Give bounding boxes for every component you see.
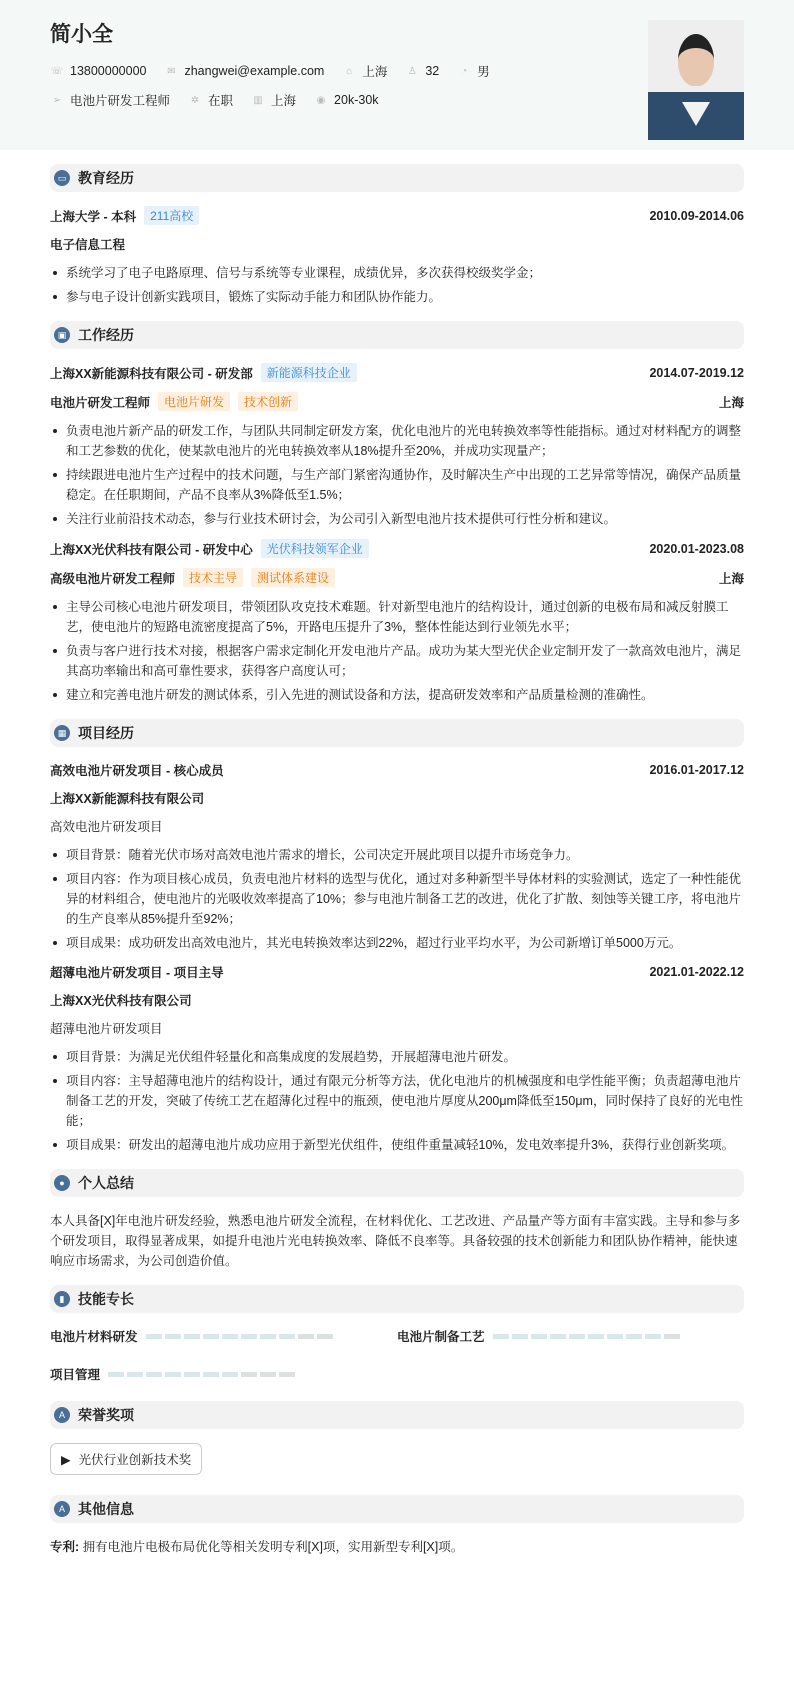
award-icon: A [54, 1407, 70, 1423]
section-title: 荣誉奖项 [78, 1407, 134, 1423]
skill-segment [260, 1334, 276, 1339]
salary-icon: ◉ [316, 94, 326, 106]
work-bullets [50, 421, 744, 529]
role-tag: 技术创新 [238, 392, 298, 411]
info-icon: A [54, 1501, 70, 1517]
section-title: 工作经历 [78, 327, 134, 343]
role-tag: 电池片研发 [158, 392, 230, 411]
work-company-group [50, 363, 357, 382]
skill-segment [203, 1334, 219, 1339]
skill-segment [279, 1372, 295, 1377]
section-other [50, 1495, 744, 1523]
role-tag: 技术主导 [183, 568, 243, 587]
project-desc: 超薄电池片研发项目 [50, 1022, 163, 1036]
building-icon: ▥ [253, 94, 263, 106]
play-icon: ▶ [61, 1452, 71, 1467]
project-header [50, 761, 744, 779]
school: 上海大学 - 本科 [50, 209, 137, 224]
section-title: 个人总结 [78, 1175, 134, 1191]
grid-icon: ▦ [54, 725, 70, 741]
skill-segment [645, 1334, 661, 1339]
profile-photo [648, 20, 744, 140]
skill-segment [241, 1372, 257, 1377]
section-skills [50, 1285, 744, 1313]
work-header [50, 539, 744, 558]
skill-item [50, 1327, 397, 1345]
work-city: 上海 [718, 395, 744, 410]
project-header [50, 963, 744, 981]
user-icon: ● [54, 1175, 70, 1191]
work-city: 上海 [718, 571, 744, 586]
patent-text: 拥有电池片电极布局优化等相关发明专利[X]项，实用新型专利[X]项。 [82, 1540, 464, 1554]
cake-icon: ♙ [407, 65, 417, 77]
phone-icon: ☏ [50, 65, 64, 77]
work-date: 2020.01-2023.08 [649, 541, 744, 556]
work-date: 2014.07-2019.12 [649, 365, 744, 380]
skill-segment [222, 1334, 238, 1339]
skill-level-bar [108, 1372, 295, 1377]
list-item: 项目成果：研发出的超薄电池片成功应用于新型光伏组件，使组件重量减轻10%，发电效率提升3%，获得行业创新奖项。 [50, 1135, 744, 1155]
section-summary [50, 1169, 744, 1197]
major: 电子信息工程 [50, 238, 126, 252]
section-title: 项目经历 [78, 725, 134, 741]
gender-icon: ◔ [461, 65, 468, 77]
briefcase-icon: ▣ [54, 327, 70, 343]
status: 在职 [208, 94, 234, 108]
list-item: 项目内容：作为项目核心成员，负责电池片材料的选型与优化，通过对多种新型半导体材料的实验测试，选定了一种性能优异的材料组合，使电池片的光吸收效率提高了10%；参与电池片制备工艺的改进，优化了扩散、刻蚀等关键工序，将电池片的生产良率从85%提升至92%； [50, 869, 744, 929]
gender: 男 [477, 65, 490, 79]
section-title: 其他信息 [78, 1501, 134, 1517]
skill-segment [569, 1334, 585, 1339]
list-item: 参与电子设计创新实践项目，锻炼了实际动手能力和团队协作能力。 [50, 287, 744, 307]
skill-segment [588, 1334, 604, 1339]
home-icon: ⌂ [346, 65, 353, 77]
list-item: 项目背景：为满足光伏组件轻量化和高集成度的发展趋势，开展超薄电池片研发。 [50, 1047, 744, 1067]
skill-item [50, 1365, 397, 1383]
skill-segment [317, 1334, 333, 1339]
work-role-row [50, 392, 744, 411]
list-item: 建立和完善电池片研发的测试体系，引入先进的测试设备和方法，提高研发效率和产品质量检测的准确性。 [50, 685, 744, 705]
mail-icon: ✉ [167, 65, 176, 77]
project-company-row [50, 789, 744, 807]
skill-segment [241, 1334, 257, 1339]
school-tag: 211高校 [144, 206, 199, 225]
phone: 13800000000 [70, 64, 147, 78]
company-tag: 新能源科技企业 [261, 363, 357, 382]
list-item: 关注行业前沿技术动态，参与行业技术研讨会，为公司引入新型电池片技术提供可行性分析和建议。 [50, 509, 744, 529]
skill-segment [146, 1372, 162, 1377]
skill-name: 电池片材料研发 [50, 1330, 138, 1344]
project-date: 2021.01-2022.12 [649, 965, 744, 979]
candidate-name: 简小全 [50, 23, 113, 46]
company-tag: 光伏科技领军企业 [261, 539, 369, 558]
role-tag: 测试体系建设 [251, 568, 335, 587]
section-work [50, 321, 744, 349]
skill-segment [298, 1334, 314, 1339]
skill-segment [108, 1372, 124, 1377]
send-icon: ➢ [52, 94, 62, 106]
edu-date: 2010.09-2014.06 [649, 208, 744, 223]
chart-icon: ▮ [54, 1291, 70, 1307]
location: 上海 [362, 65, 388, 79]
skill-level-bar [493, 1334, 680, 1339]
skill-item [397, 1327, 744, 1345]
list-item: 负责电池片新产品的研发工作，与团队共同制定研发方案，优化电池片的光电转换效率等性能指标。通过对材料配方的调整和工艺参数的优化，使某款电池片的光电转换效率从18%提升至20%，并成功实现量产； [50, 421, 744, 461]
skill-name: 项目管理 [50, 1368, 101, 1382]
work-header [50, 363, 744, 382]
project-name: 高效电池片研发项目 - 核心成员 [50, 764, 224, 778]
work-company-group [50, 539, 369, 558]
skill-segment [279, 1334, 295, 1339]
project-company: 上海XX新能源科技有限公司 [50, 792, 205, 806]
skill-segment [146, 1334, 162, 1339]
project-bullets [50, 1047, 744, 1155]
status-icon: ✲ [190, 94, 200, 106]
project-bullets [50, 845, 744, 953]
award-label: 光伏行业创新技术奖 [78, 1453, 192, 1467]
award-item[interactable] [50, 1443, 202, 1475]
role: 电池片研发工程师 [50, 395, 151, 410]
skill-segment [607, 1334, 623, 1339]
list-item: 负责与客户进行技术对接，根据客户需求定制化开发电池片产品。成功为某大型光伏企业定制开发了一款高效电池片，满足其高功率输出和高可靠性要求，获得客户高度认可； [50, 641, 744, 681]
section-projects [50, 719, 744, 747]
section-awards [50, 1401, 744, 1429]
salary: 20k-30k [334, 93, 379, 107]
skill-segment [127, 1372, 143, 1377]
skill-segment [493, 1334, 509, 1339]
skill-segment [165, 1334, 181, 1339]
project-desc: 高效电池片研发项目 [50, 820, 163, 834]
company: 上海XX新能源科技有限公司 - 研发部 [50, 366, 253, 381]
project-date: 2016.01-2017.12 [649, 763, 744, 777]
skill-segment [550, 1334, 566, 1339]
skill-segment [184, 1334, 200, 1339]
role: 高级电池片研发工程师 [50, 571, 176, 586]
email: zhangwei@example.com [184, 64, 325, 78]
skill-name: 电池片制备工艺 [397, 1330, 485, 1344]
skill-segment [203, 1372, 219, 1377]
summary-text: 本人具备[X]年电池片研发经验，熟悉电池片研发全流程，在材料优化、工艺改进、产品量产等方面有丰富实践。主导和参与多个研发项目，取得显著成果，如提升电池片光电转换效率、降低不良率等。具备较强的技术创新能力和团队协作精神，能快速响应市场需求，为公司创造价值。 [50, 1214, 741, 1268]
skill-segment [531, 1334, 547, 1339]
work-role-row [50, 568, 744, 587]
skill-segment [165, 1372, 181, 1377]
age: 32 [425, 64, 440, 78]
list-item: 系统学习了电子电路原理、信号与系统等专业课程，成绩优异，多次获得校级奖学金； [50, 263, 744, 283]
skill-segment [184, 1372, 200, 1377]
section-title: 教育经历 [78, 170, 134, 186]
work-bullets [50, 597, 744, 705]
list-item: 持续跟进电池片生产过程中的技术问题，与生产部门紧密沟通协作，及时解决生产中出现的工艺异常等情况，确保产品质量稳定。在任职期间，产品不良率从3%降低至1.5%； [50, 465, 744, 505]
patent-label: 专利: [50, 1540, 80, 1554]
education-icon: ▭ [54, 170, 70, 186]
list-item: 项目成果：成功研发出高效电池片，其光电转换效率达到22%，超过行业平均水平，为公司新增订单5000万元。 [50, 933, 744, 953]
skill-segment [664, 1334, 680, 1339]
city: 上海 [271, 94, 297, 108]
position: 电池片研发工程师 [70, 94, 171, 108]
resume-header [0, 0, 794, 150]
skill-level-bar [146, 1334, 333, 1339]
list-item: 项目内容：主导超薄电池片的结构设计，通过有限元分析等方法，优化电池片的机械强度和电学性能平衡；负责超薄电池片制备工艺的开发，突破了传统工艺在超薄化过程中的瓶颈，使电池片厚度从200μm降低至150μm，同时保持了良好的光电性能； [50, 1071, 744, 1131]
project-company-row [50, 991, 744, 1009]
skill-segment [626, 1334, 642, 1339]
role-group [50, 392, 298, 411]
section-title: 技能专长 [78, 1291, 134, 1307]
list-item: 项目背景：随着光伏市场对高效电池片需求的增长，公司决定开展此项目以提升市场竞争力。 [50, 845, 744, 865]
company: 上海XX光伏科技有限公司 - 研发中心 [50, 542, 253, 557]
role-group [50, 568, 335, 587]
project-company: 上海XX光伏科技有限公司 [50, 994, 192, 1008]
skill-segment [512, 1334, 528, 1339]
skill-segment [260, 1372, 276, 1377]
project-name: 超薄电池片研发项目 - 项目主导 [50, 966, 224, 980]
section-education [50, 164, 744, 192]
skill-segment [222, 1372, 238, 1377]
list-item: 主导公司核心电池片研发项目，带领团队攻克技术难题。针对新型电池片的结构设计，通过创新的电极布局和减反射膜工艺，使电池片的短路电流密度提高了5%，开路电压提升了3%，整体性能达到行业领先水平； [50, 597, 744, 637]
